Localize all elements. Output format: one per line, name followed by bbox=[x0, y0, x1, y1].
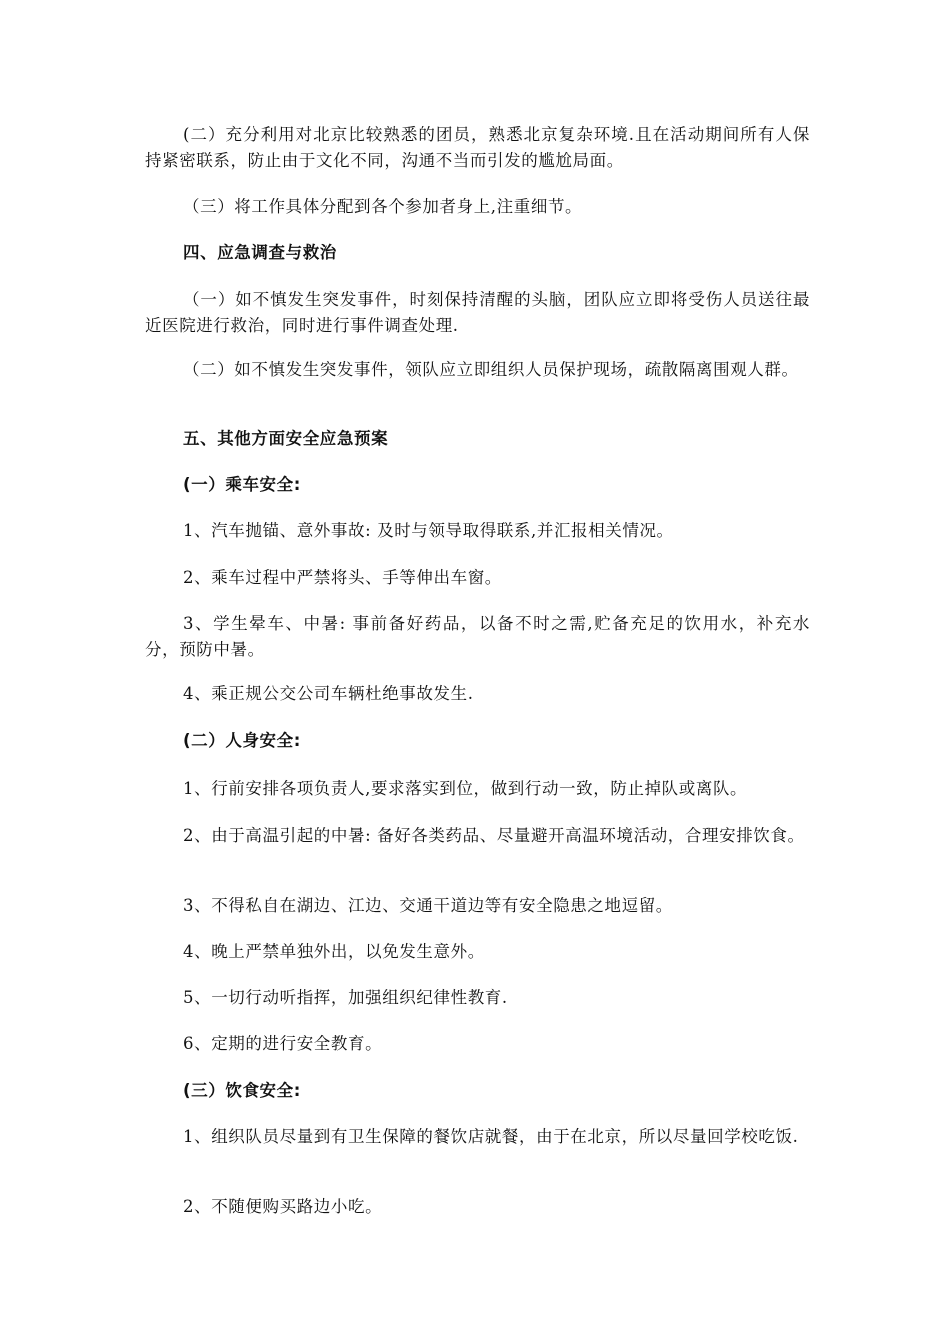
list-item: 4、乘正规公交公司车辆杜绝事故发生. bbox=[183, 684, 474, 703]
list-item: 4、晚上严禁单独外出，以免发生意外。 bbox=[183, 942, 485, 961]
list-item: 6、定期的进行安全教育。 bbox=[183, 1034, 383, 1053]
list-item: 1、行前安排各项负责人,要求落实到位，做到行动一致，防止掉队或离队。 bbox=[183, 779, 748, 798]
subsection-heading: (一）乘车安全: bbox=[183, 475, 301, 494]
list-item: 2、由于高温引起的中暑: 备好各类药品、尽量避开高温环境活动，合理安排饮食。 bbox=[183, 826, 805, 845]
section-heading: 四、应急调查与救治 bbox=[183, 243, 337, 262]
paragraph: （二）如不慎发生突发事件，领队应立即组织人员保护现场，疏散隔离围观人群。 bbox=[183, 360, 799, 379]
list-item: 3、不得私自在湖边、江边、交通干道边等有安全隐患之地逗留。 bbox=[183, 896, 673, 915]
paragraph: (二）充分利用对北京比较熟悉的团员，熟悉北京复杂环境.且在活动期间所有人保持紧密联系，防止由于文化不同，沟通不当而引发的尴尬局面。 bbox=[145, 125, 810, 170]
section-heading: 五、其他方面安全应急预案 bbox=[183, 429, 389, 448]
subsection-heading: (二）人身安全: bbox=[183, 731, 301, 750]
list-item: 3、学生晕车、中暑: 事前备好药品，以备不时之需,贮备充足的饮用水，补充水分，预防中暑。 bbox=[145, 614, 810, 659]
list-item: 5、一切行动听指挥，加强组织纪律性教育. bbox=[183, 988, 508, 1007]
list-item: 2、不随便购买路边小吃。 bbox=[183, 1197, 383, 1216]
paragraph: （一）如不慎发生突发事件，时刻保持清醒的头脑，团队应立即将受伤人员送往最近医院进行救治，同时进行事件调查处理. bbox=[145, 290, 810, 335]
list-item: 1、汽车抛锚、意外事故: 及时与领导取得联系,并汇报相关情况。 bbox=[183, 521, 674, 540]
list-item: 1、组织队员尽量到有卫生保障的餐饮店就餐，由于在北京，所以尽量回学校吃饭. bbox=[183, 1127, 799, 1146]
subsection-heading: (三）饮食安全: bbox=[183, 1081, 301, 1100]
paragraph: （三）将工作具体分配到各个参加者身上,注重细节。 bbox=[183, 197, 583, 216]
list-item: 2、乘车过程中严禁将头、手等伸出车窗。 bbox=[183, 568, 502, 587]
